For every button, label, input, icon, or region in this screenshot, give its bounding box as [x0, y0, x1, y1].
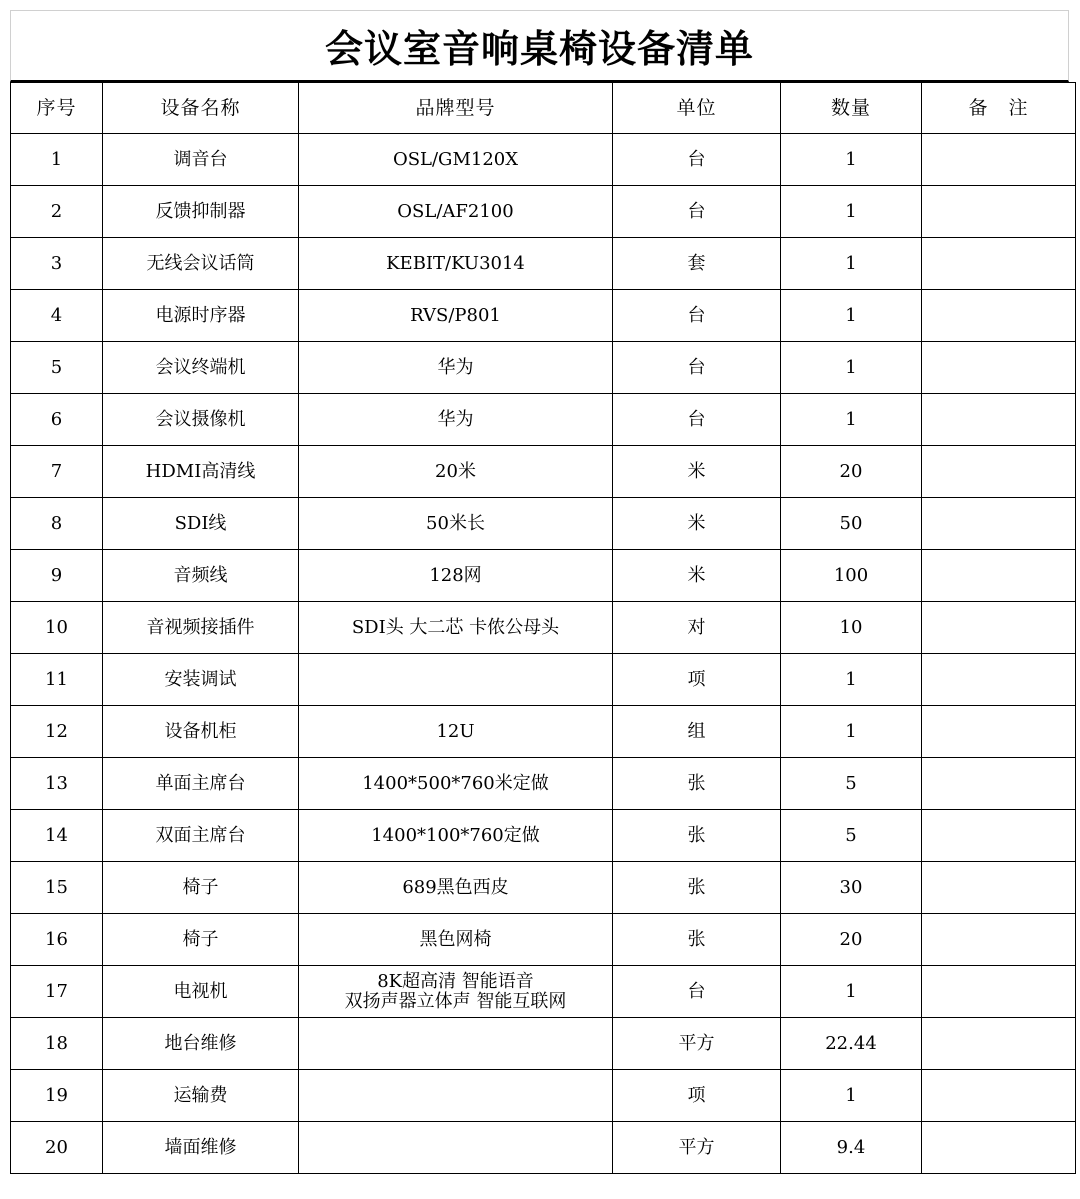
cell-model [299, 550, 613, 602]
cell-note [922, 914, 1076, 966]
cell-no: 6 [11, 394, 103, 446]
cell-model-line: 1400*100*760定做 [371, 824, 540, 846]
cell-note [922, 290, 1076, 342]
cell-unit: 项 [613, 1070, 781, 1122]
cell-name: 音视频接插件 [103, 602, 299, 654]
cell-note [922, 1018, 1076, 1070]
cell-no: 16 [11, 914, 103, 966]
cell-qty: 1 [781, 290, 922, 342]
cell-unit: 张 [613, 862, 781, 914]
cell-unit: 台 [613, 394, 781, 446]
cell-note [922, 862, 1076, 914]
cell-note [922, 550, 1076, 602]
cell-name: SDI线 [103, 498, 299, 550]
cell-qty: 30 [781, 862, 922, 914]
cell-model [299, 134, 613, 186]
cell-note [922, 498, 1076, 550]
cell-unit: 张 [613, 914, 781, 966]
cell-qty: 10 [781, 602, 922, 654]
cell-model-line: 12U [436, 720, 475, 742]
cell-model-line: OSL/GM120X [392, 148, 519, 170]
cell-model-line: 华为 [437, 356, 474, 378]
cell-name: 椅子 [103, 862, 299, 914]
cell-model [299, 238, 613, 290]
cell-no: 4 [11, 290, 103, 342]
cell-qty: 50 [781, 498, 922, 550]
cell-name: 调音台 [103, 134, 299, 186]
cell-unit: 米 [613, 550, 781, 602]
title-row [10, 10, 1069, 82]
cell-model [299, 862, 613, 914]
cell-unit: 平方 [613, 1018, 781, 1070]
table-row [11, 498, 1076, 550]
cell-model-line: OSL/AF2100 [397, 200, 514, 222]
cell-model [299, 498, 613, 550]
cell-name: 会议终端机 [103, 342, 299, 394]
cell-model [299, 966, 613, 1018]
cell-model-line: 50米长 [426, 512, 485, 534]
cell-qty: 1 [781, 238, 922, 290]
cell-no: 2 [11, 186, 103, 238]
cell-note [922, 1070, 1076, 1122]
cell-model-line: 双扬声器立体声 智能互联网 [344, 990, 567, 1012]
cell-note [922, 966, 1076, 1018]
cell-unit: 张 [613, 810, 781, 862]
cell-note [922, 186, 1076, 238]
cell-name: 反馈抑制器 [103, 186, 299, 238]
cell-qty: 9.4 [781, 1122, 922, 1174]
cell-model-line: 128网 [429, 564, 482, 586]
header-no: 序号 [11, 83, 103, 134]
cell-model [299, 706, 613, 758]
cell-name: 双面主席台 [103, 810, 299, 862]
table-row [11, 446, 1076, 498]
cell-model [299, 446, 613, 498]
table-body [11, 134, 1076, 1174]
cell-model [299, 290, 613, 342]
cell-note [922, 1122, 1076, 1174]
table-row [11, 1018, 1076, 1070]
cell-qty: 1 [781, 706, 922, 758]
cell-model [299, 914, 613, 966]
table-row [11, 1122, 1076, 1174]
cell-no: 18 [11, 1018, 103, 1070]
cell-name: 墙面维修 [103, 1122, 299, 1174]
cell-no: 7 [11, 446, 103, 498]
cell-unit: 台 [613, 290, 781, 342]
cell-unit: 组 [613, 706, 781, 758]
cell-model [299, 394, 613, 446]
cell-name: 地台维修 [103, 1018, 299, 1070]
cell-no: 13 [11, 758, 103, 810]
table-row [11, 602, 1076, 654]
table-row [11, 758, 1076, 810]
cell-model [299, 1122, 613, 1174]
cell-unit: 对 [613, 602, 781, 654]
cell-unit: 米 [613, 498, 781, 550]
cell-note [922, 446, 1076, 498]
header-unit: 单位 [613, 83, 781, 134]
cell-name: 电视机 [103, 966, 299, 1018]
table-row [11, 394, 1076, 446]
cell-model-line: 黑色网椅 [419, 928, 492, 950]
cell-note [922, 758, 1076, 810]
cell-qty: 1 [781, 186, 922, 238]
cell-qty: 1 [781, 342, 922, 394]
cell-name: 设备机柜 [103, 706, 299, 758]
cell-model-line: KEBIT/KU3014 [386, 252, 525, 274]
equipment-list-sheet [10, 10, 1069, 1174]
cell-model [299, 654, 613, 706]
cell-qty: 1 [781, 134, 922, 186]
header-qty: 数量 [781, 83, 922, 134]
cell-no: 12 [11, 706, 103, 758]
cell-no: 1 [11, 134, 103, 186]
cell-model-line: 8K超高清 智能语音 [377, 970, 534, 992]
cell-name: 运输费 [103, 1070, 299, 1122]
table-row [11, 706, 1076, 758]
page-title: 会议室音响桌椅设备清单 [324, 27, 754, 71]
cell-no: 15 [11, 862, 103, 914]
cell-qty: 20 [781, 446, 922, 498]
cell-name: 音频线 [103, 550, 299, 602]
cell-qty: 1 [781, 1070, 922, 1122]
cell-model-line: 20米 [435, 460, 476, 482]
cell-name: HDMI高清线 [103, 446, 299, 498]
cell-note [922, 238, 1076, 290]
cell-unit: 台 [613, 134, 781, 186]
cell-name: 电源时序器 [103, 290, 299, 342]
table-row [11, 290, 1076, 342]
cell-model [299, 186, 613, 238]
table-row [11, 862, 1076, 914]
table-row [11, 134, 1076, 186]
cell-no: 3 [11, 238, 103, 290]
cell-model-line: 华为 [437, 408, 474, 430]
cell-qty: 1 [781, 966, 922, 1018]
table-row [11, 810, 1076, 862]
cell-model [299, 810, 613, 862]
cell-no: 14 [11, 810, 103, 862]
cell-name: 椅子 [103, 914, 299, 966]
table-row [11, 654, 1076, 706]
header-row [11, 83, 1076, 134]
cell-note [922, 602, 1076, 654]
cell-no: 19 [11, 1070, 103, 1122]
table-row [11, 966, 1076, 1018]
cell-model-line: RVS/P801 [410, 304, 501, 326]
cell-no: 17 [11, 966, 103, 1018]
cell-unit: 项 [613, 654, 781, 706]
cell-no: 8 [11, 498, 103, 550]
cell-note [922, 342, 1076, 394]
cell-note [922, 810, 1076, 862]
cell-qty: 5 [781, 758, 922, 810]
table-row [11, 914, 1076, 966]
cell-no: 10 [11, 602, 103, 654]
cell-note [922, 654, 1076, 706]
cell-no: 5 [11, 342, 103, 394]
cell-unit: 套 [613, 238, 781, 290]
cell-unit: 平方 [613, 1122, 781, 1174]
cell-unit: 台 [613, 342, 781, 394]
cell-model [299, 1070, 613, 1122]
cell-model [299, 602, 613, 654]
cell-no: 20 [11, 1122, 103, 1174]
cell-name: 安装调试 [103, 654, 299, 706]
equipment-table [10, 82, 1076, 1174]
cell-unit: 台 [613, 186, 781, 238]
cell-no: 11 [11, 654, 103, 706]
header-note: 备 注 [922, 83, 1076, 134]
cell-no: 9 [11, 550, 103, 602]
cell-model-line: 1400*500*760米定做 [362, 772, 549, 794]
cell-name: 单面主席台 [103, 758, 299, 810]
cell-model [299, 1018, 613, 1070]
cell-qty: 5 [781, 810, 922, 862]
table-row [11, 550, 1076, 602]
cell-model-line: SDI头 大二芯 卡侬公母头 [351, 616, 560, 638]
cell-note [922, 706, 1076, 758]
cell-unit: 台 [613, 966, 781, 1018]
cell-qty: 1 [781, 654, 922, 706]
table-row [11, 1070, 1076, 1122]
cell-unit: 张 [613, 758, 781, 810]
cell-model [299, 758, 613, 810]
table-row [11, 342, 1076, 394]
header-name: 设备名称 [103, 83, 299, 134]
cell-note [922, 134, 1076, 186]
cell-unit: 米 [613, 446, 781, 498]
cell-model [299, 342, 613, 394]
cell-qty: 1 [781, 394, 922, 446]
cell-model-line: 689黑色西皮 [402, 876, 509, 898]
cell-name: 会议摄像机 [103, 394, 299, 446]
cell-qty: 20 [781, 914, 922, 966]
table-row [11, 186, 1076, 238]
cell-note [922, 394, 1076, 446]
header-model: 品牌型号 [299, 83, 613, 134]
table-row [11, 238, 1076, 290]
cell-qty: 22.44 [781, 1018, 922, 1070]
cell-name: 无线会议话筒 [103, 238, 299, 290]
cell-qty: 100 [781, 550, 922, 602]
